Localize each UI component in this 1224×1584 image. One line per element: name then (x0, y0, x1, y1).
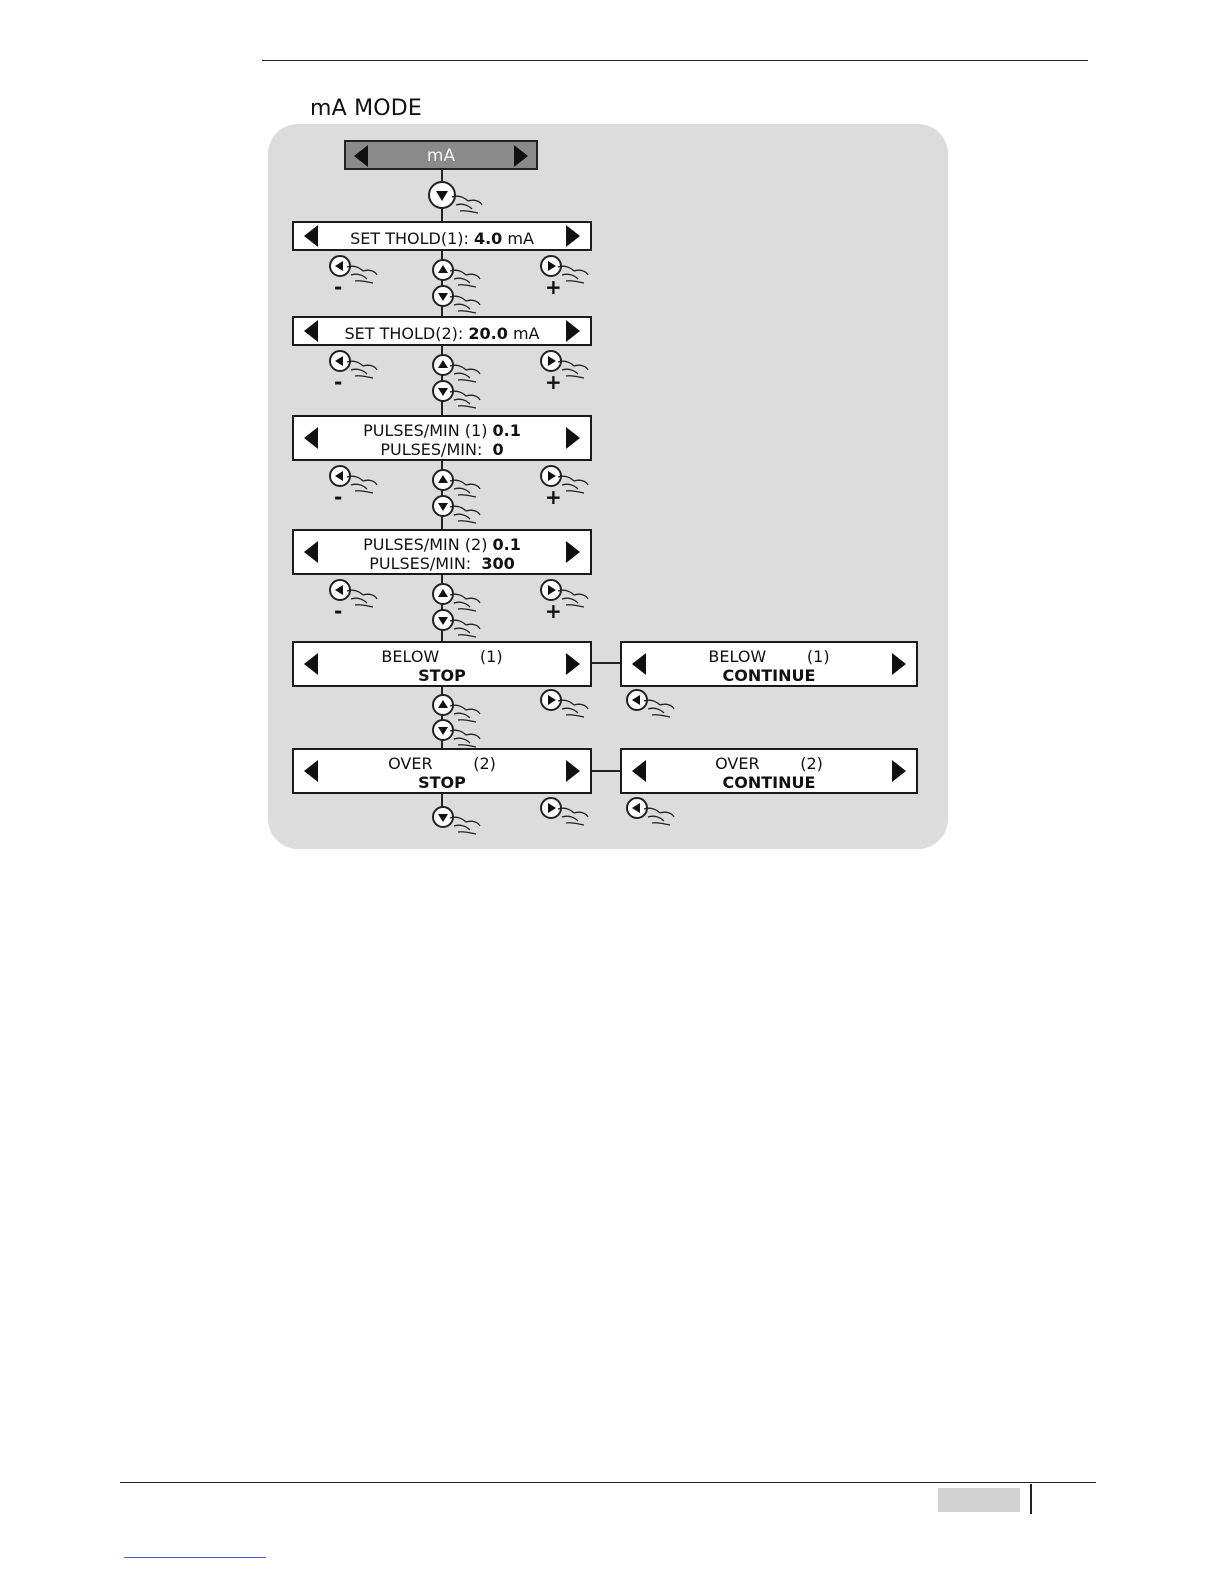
down-arrow-icon (438, 617, 448, 625)
screen-value: 0.1 (492, 535, 521, 554)
right-arrow-icon (548, 585, 556, 595)
right-arrow-icon (548, 356, 556, 366)
screen-value: STOP (418, 773, 466, 792)
mode-display (344, 140, 538, 170)
pressing-hand-icon (345, 263, 379, 289)
pressing-hand-icon (345, 358, 379, 384)
screen-value: STOP (418, 666, 466, 685)
down-arrow-icon (438, 814, 448, 822)
screen-text: PULSES/MIN: (380, 440, 493, 459)
pressing-hand-icon (448, 591, 482, 617)
footer-page-tab (938, 1488, 1020, 1512)
up-arrow-icon (438, 589, 448, 597)
left-arrow-icon (632, 803, 640, 813)
plus-sign: + (545, 599, 562, 623)
down-arrow-icon (438, 503, 448, 511)
screen-1 (292, 316, 592, 346)
left-arrow-icon (335, 471, 343, 481)
screen-text: OVER (2) (715, 754, 823, 773)
down-arrow-icon (436, 191, 448, 201)
pressing-hand-icon (448, 267, 482, 293)
screen-3 (292, 529, 592, 575)
up-arrow-icon (438, 700, 448, 708)
screen-line-1 (294, 535, 590, 554)
screen-text: PULSES/MIN (2) (363, 535, 493, 554)
pressing-hand-icon (450, 193, 484, 219)
screen-value: 0.1 (492, 421, 521, 440)
section-title: mA MODE (310, 96, 423, 121)
pressing-hand-icon (448, 503, 482, 529)
pressing-hand-icon (448, 727, 482, 753)
arrow-right-icon (514, 145, 528, 167)
left-arrow-icon (335, 261, 343, 271)
right-arrow-icon (548, 261, 556, 271)
screen-text: SET THOLD(2): (344, 324, 469, 343)
pressing-hand-icon (448, 477, 482, 503)
screen-4 (292, 641, 592, 687)
pressing-hand-icon (345, 473, 379, 499)
screen-0 (292, 221, 592, 251)
alt-screen-1 (620, 748, 918, 794)
right-arrow-icon (548, 803, 556, 813)
left-arrow-icon (632, 695, 640, 705)
screen-value: 300 (481, 554, 515, 573)
screen-line-2 (294, 554, 590, 573)
screen-unit: mA (507, 324, 540, 343)
screen-line-1 (622, 754, 916, 773)
screen-line-2 (294, 773, 590, 792)
pressing-hand-icon (556, 805, 590, 831)
down-arrow-icon (438, 293, 448, 301)
up-arrow-icon (438, 360, 448, 368)
footer-divider (1030, 1484, 1032, 1514)
pressing-hand-icon (448, 617, 482, 643)
left-arrow-icon (335, 356, 343, 366)
screen-text: SET THOLD(1): (350, 229, 474, 248)
connector-below-alt (591, 662, 621, 664)
pressing-hand-icon (448, 702, 482, 728)
footer-rule (120, 1482, 1096, 1483)
screen-line-1 (294, 229, 590, 248)
up-arrow-icon (438, 475, 448, 483)
up-arrow-icon (438, 265, 448, 273)
screen-line-1 (294, 324, 590, 343)
minus-sign: - (334, 485, 343, 509)
footer-link-underline (124, 1557, 266, 1558)
minus-sign: - (334, 599, 343, 623)
header-rule (262, 60, 1088, 61)
screen-text: BELOW (1) (381, 647, 503, 666)
pressing-hand-icon (448, 293, 482, 319)
screen-value: 20.0 (468, 324, 508, 343)
screen-line-2 (622, 773, 916, 792)
pressing-hand-icon (642, 697, 676, 723)
minus-sign: - (334, 275, 343, 299)
screen-text: PULSES/MIN (1) (363, 421, 493, 440)
screen-value: 4.0 (473, 229, 503, 248)
pressing-hand-icon (448, 362, 482, 388)
plus-sign: + (545, 275, 562, 299)
down-arrow-icon (438, 388, 448, 396)
plus-sign: + (545, 370, 562, 394)
screen-2 (292, 415, 592, 461)
minus-sign: - (334, 370, 343, 394)
screen-unit: mA (502, 229, 534, 248)
screen-line-1 (294, 421, 590, 440)
screen-value: CONTINUE (722, 773, 816, 792)
connector-over-alt (591, 770, 621, 772)
screen-line-1 (294, 754, 590, 773)
pressing-hand-icon (642, 805, 676, 831)
screen-text: BELOW (1) (708, 647, 830, 666)
screen-5 (292, 748, 592, 794)
pressing-hand-icon (345, 587, 379, 613)
pressing-hand-icon (448, 814, 482, 840)
screen-line-2 (294, 440, 590, 459)
screen-value: CONTINUE (722, 666, 816, 685)
screen-line-1 (294, 647, 590, 666)
screen-text: PULSES/MIN: (369, 554, 482, 573)
mode-label: mA (426, 146, 456, 166)
screen-line-1 (622, 647, 916, 666)
right-arrow-icon (548, 471, 556, 481)
right-arrow-icon (548, 695, 556, 705)
screen-line-2 (622, 666, 916, 685)
pressing-hand-icon (556, 697, 590, 723)
screen-value: 0 (492, 440, 504, 459)
screen-text: OVER (2) (388, 754, 496, 773)
screen-line-2 (294, 666, 590, 685)
down-arrow-icon (438, 727, 448, 735)
pressing-hand-icon (448, 388, 482, 414)
plus-sign: + (545, 485, 562, 509)
left-arrow-icon (335, 585, 343, 595)
alt-screen-0 (620, 641, 918, 687)
